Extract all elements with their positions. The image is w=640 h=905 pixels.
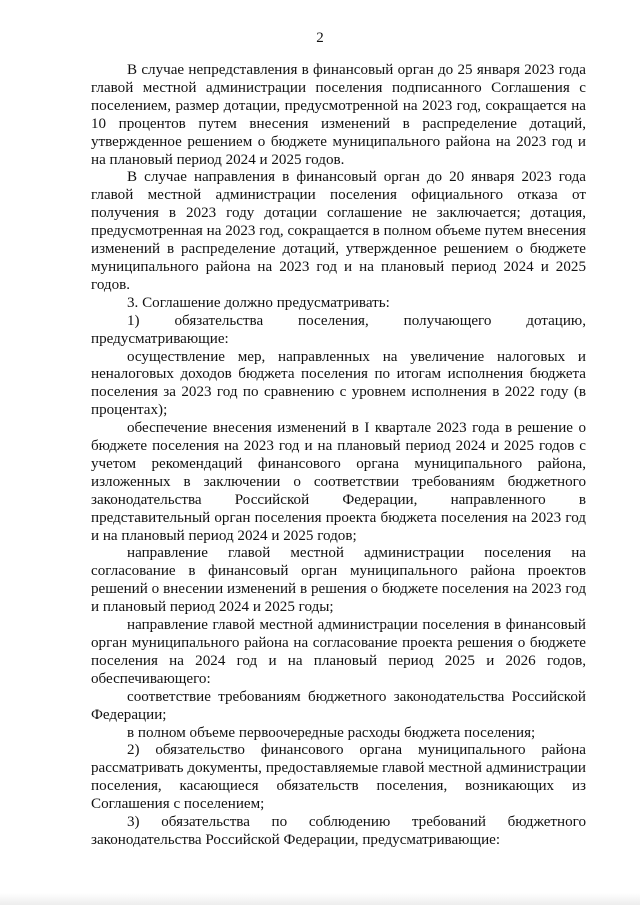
paragraph: направление главой местной администрации поселения на согласование в финансовый орган муниципального района проектов решений о внесении изменений в решения о бюджете поселения на 2023 год и плановый период 2024 и 2025 годы; [91, 545, 586, 616]
paragraph: 2) обязательство финансового органа муниципального района рассматривать документы, предоставляемые главой местной администрации поселения, касающиеся обязательств поселения, возникающих из Соглашения с поселением; [91, 742, 586, 813]
page-number: 2 [316, 30, 324, 46]
paragraph: в полном объеме первоочередные расходы бюджета поселения; [127, 724, 536, 741]
paragraph: 3. Соглашение должно предусматривать: [127, 294, 390, 311]
paragraph: осуществление мер, направленных на увеличение налоговых и неналоговых доходов бюджета поселения по итогам исполнения бюджета поселения за 2023 год по сравнению с уровнем исполнения в 2022 году (в процентах); [91, 348, 586, 419]
paragraph: направление главой местной администрации поселения в финансовый орган муниципального района на согласование проекта решения о бюджете поселения на 2024 год и на плановый период 2025 и 2026 годов, обеспечивающего: [91, 617, 586, 687]
paragraph: соответствие требованиям бюджетного законодательства Российской Федерации; [91, 688, 586, 723]
scan-edge-shadow [0, 893, 640, 905]
document-body [91, 62, 586, 850]
paragraph: В случае направления в финансовый орган до 20 января 2023 года главой местной администрации поселения официального отказа от получения в 2023 году дотации соглашение не заключается; дотация, предусмотренная на 2023 год, сокращается в полном объеме путем внесения изменений в распределение дотаций, утвержденное решением о бюджете муниципального района на 2023 год и на плановый период 2024 и 2025 годов. [91, 169, 586, 293]
paragraph: 3) обязательства по соблюдению требований бюджетного законодательства Российской Федерации, предусматривающие: [91, 814, 586, 848]
paragraph: В случае непредставления в финансовый орган до 25 января 2023 года главой местной администрации поселения подписанного Соглашения с поселением, размер дотации, предусмотренной на 2023 год, сокращается на 10 процентов путем внесения изменений в распределение дотаций, утвержденное решением о бюджете муниципального района на 2023 год и на плановый период 2024 и 2025 годов. [91, 62, 586, 168]
paragraph: 1) обязательства поселения, получающего дотацию, предусматривающие: [91, 312, 586, 347]
paragraph: обеспечение внесения изменений в I квартале 2023 года в решение о бюджете поселения на 2023 год и на плановый период 2024 и 2025 годов с учетом рекомендаций финансового органа муниципального района, изложенных в заключении о соответствии требованиям бюджетного законодательства Российской Федерации, направленного в представительный орган поселения проекта бюджета поселения на 2023 год и на плановый период 2024 и 2025 годов; [91, 420, 586, 544]
